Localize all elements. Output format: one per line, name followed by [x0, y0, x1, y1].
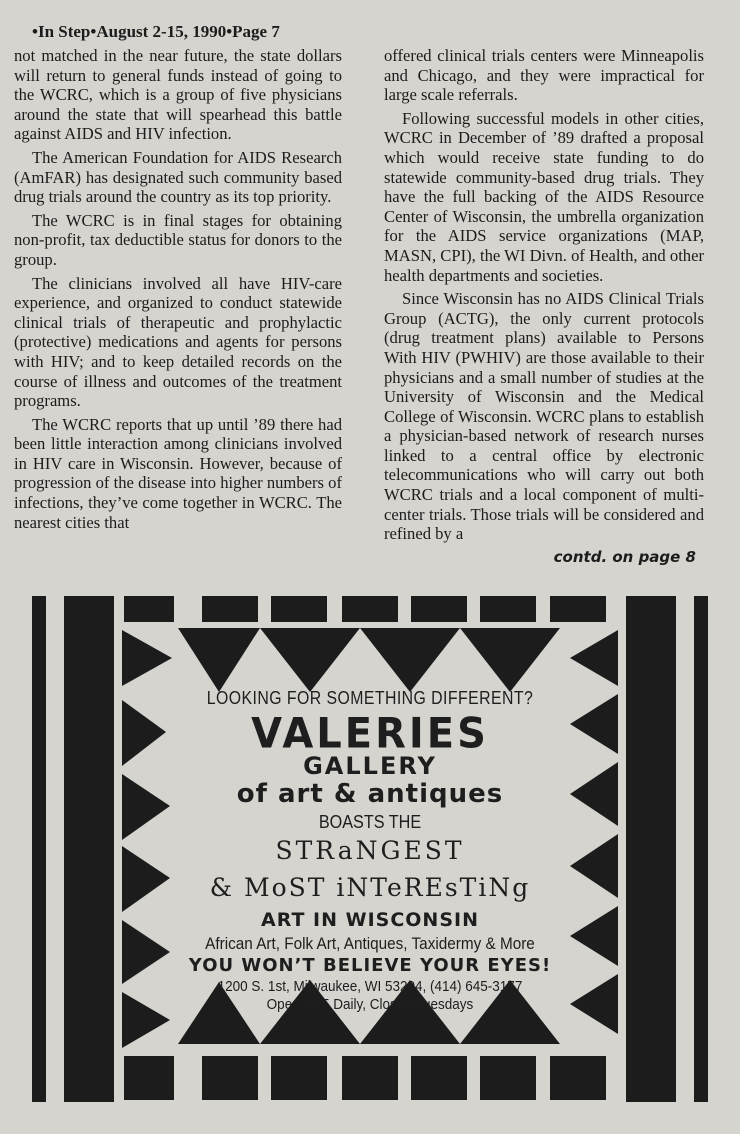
- ad-copy: [180, 688, 560, 1013]
- article-left-column: [14, 46, 342, 536]
- ad-hours: Open 11-5 Daily, Closed Tuesdays: [266, 995, 474, 1013]
- ad-most-interesting: & MoST iNTeREsTiNg: [209, 872, 531, 902]
- ad-gallery-word: GALLERY: [303, 751, 437, 780]
- paragraph: The WCRC is in final stages for obtaining non-profit, tax deductible status for donors to the group.: [14, 210, 342, 269]
- ad-headline: LOOKING FOR SOMETHING DIFFERENT?: [206, 688, 534, 708]
- ad-boasts: BOASTS THE: [318, 812, 422, 833]
- gallery-advertisement: [30, 594, 710, 1104]
- page-header: •In Step•August 2-15, 1990•Page 7: [32, 22, 280, 41]
- continued-note: contd. on page 8: [553, 547, 696, 566]
- paragraph: The clinicians involved all have HIV-care experience, and organized to conduct statewide clinical trials of therapeutic and prophylactic (protective) medications and agents for persons with HIV; and to keep detailed records on the course of illness and outcomes of the treatment programs.: [14, 273, 342, 411]
- paragraph: Following successful models in other cities, WCRC in December of ’89 drafted a proposal which would receive state funding to do statewide community-based drug trials. They have the full backing of the AIDS Resource Center of Wisconsin, the umbrella organization for the AIDS service organizations (MAP, MASN, CPI), the WI Divn. of Health, and other health departments and societies.: [384, 108, 704, 285]
- ad-offerings: African Art, Folk Art, Antiques, Taxidermy & More: [205, 934, 535, 954]
- article-right-column: [384, 46, 704, 567]
- ad-tagline: YOU WON’T BELIEVE YOUR EYES!: [188, 954, 552, 976]
- ad-subtitle: of art & antiques: [236, 779, 504, 810]
- ad-art-in-wisconsin: ART IN WISCONSIN: [260, 909, 479, 932]
- paragraph: not matched in the near future, the state dollars will return to general funds instead of going to the WCRC, which is a group of five physicians around the state that will spearhead this battle against AIDS and HIV infection.: [14, 46, 342, 144]
- ad-strangest: STRaNGEST: [275, 835, 465, 865]
- paragraph: The American Foundation for AIDS Research (AmFAR) has designated such community based drug trials around the country as its top priority.: [14, 147, 342, 207]
- paragraph: offered clinical trials centers were Minneapolis and Chicago, and they were impractical for large scale referrals.: [384, 46, 704, 105]
- paragraph: Since Wisconsin has no AIDS Clinical Trials Group (ACTG), the only current protocols (drug treatment plans) available to Persons With HIV (PWHIV) are those available to their physicians and a small number of studies at the University of Wisconsin and the Medical College of Wisconsin. WCRC plans to establish a physician-based network of research nurses linked to a central office by electronic telecommunications who will carry out both WCRC trials and a local component of multi-center trials. Those trials will be considered and refined by a: [384, 289, 704, 544]
- ad-address: 1200 S. 1st, Milwaukee, WI 53204, (414) 645-3177: [217, 978, 523, 996]
- ad-gallery-name: VALERIES: [251, 709, 489, 758]
- paragraph: The WCRC reports that up until ’89 there had been little interaction among clinicians involved in HIV care in Wisconsin. However, because of progression of the disease into higher numbers of infections, they’ve come together in WCRC. The nearest cities that: [14, 414, 342, 532]
